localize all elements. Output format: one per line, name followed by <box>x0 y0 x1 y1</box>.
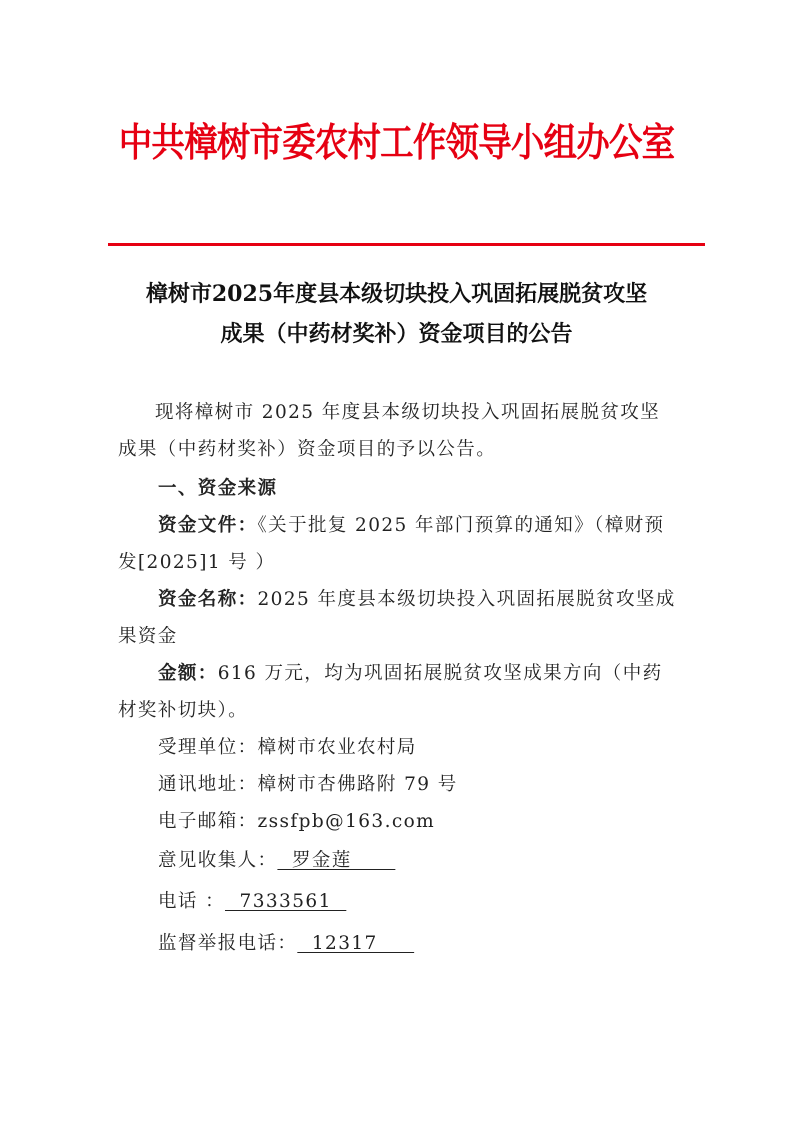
receiving-unit-line: 受理单位：樟树市农业农村局 <box>158 737 417 758</box>
intro-paragraph: 现将樟树市 2025 年度县本级切块投入巩固拓展脱贫攻坚成果（中药材奖补）资金项目的予以公告。 <box>118 402 661 460</box>
hotline-value: 12317 <box>297 933 415 954</box>
document-title-line-1: 樟树市2025年度县本级切块投入巩固拓展脱贫攻坚 <box>145 281 648 307</box>
collector-line <box>118 842 678 879</box>
document-title <box>100 274 693 354</box>
phone-label: 电话 ： <box>158 891 225 912</box>
hotline-line <box>118 925 678 962</box>
red-divider-line <box>108 243 705 246</box>
collector-value: 罗金莲 <box>277 850 396 871</box>
section-heading-funding-source: 一、资金来源 <box>158 478 278 499</box>
amount-paragraph <box>118 655 678 729</box>
funding-file-paragraph <box>118 507 678 581</box>
funding-name-value: 2025 年度县本级切块投入巩固拓展脱贫攻坚成果资金 <box>118 589 676 647</box>
phone-line <box>118 883 678 920</box>
address-line: 通讯地址：樟树市杏佛路附 79 号 <box>158 774 458 795</box>
amount-value: 616 万元，均为巩固拓展脱贫攻坚成果方向（中药材奖补切块）。 <box>118 663 663 721</box>
funding-name-paragraph <box>118 581 678 655</box>
amount-label: 金额： <box>158 663 218 684</box>
phone-value: 7333561 <box>224 891 347 912</box>
funding-file-value: 《关于批复 2025 年部门预算的通知》（樟财预发[2025]1 号 ） <box>118 515 665 573</box>
document-title-line-2: 成果（中药材奖补）资金项目的公告 <box>220 321 573 347</box>
email-line: 电子邮箱：zssfpb@163.com <box>158 811 436 832</box>
funding-name-label: 资金名称： <box>158 589 258 610</box>
hotline-label: 监督举报电话： <box>158 933 298 954</box>
collector-label: 意见收集人： <box>158 850 278 871</box>
funding-file-label: 资金文件： <box>158 515 258 536</box>
issuing-organization-title: 中共樟树市委农村工作领导小组办公室 <box>118 121 675 166</box>
